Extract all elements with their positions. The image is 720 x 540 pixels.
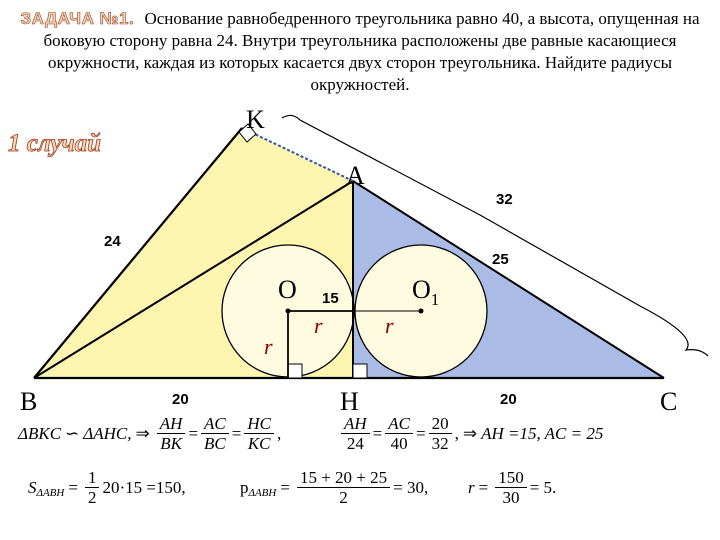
label-20-left: 20 bbox=[172, 391, 189, 408]
radius-value: = 5. bbox=[529, 477, 557, 497]
right-angle-h-left bbox=[288, 364, 302, 378]
numeric-ratio-row: $\frac{AH}{24}$ = $\frac{AC}{40}$ = $\frac{20}{32}$ , ⇒ AH =15, AC = 25 bbox=[338, 414, 603, 453]
perimeter-fraction: $\frac{15 + 20 + 25}{2}$ bbox=[297, 468, 390, 507]
area-value: 20·15 =150, bbox=[102, 477, 186, 497]
area-symbol: S bbox=[28, 477, 37, 497]
implies-arrow: ⇒ bbox=[135, 423, 150, 443]
label-o: O bbox=[278, 275, 297, 304]
perimeter-row: p ΔABH = $\frac{15 + 20 + 25}{2}$ = 30, bbox=[240, 468, 429, 507]
ratio-ac-bc: $\frac{AC}{BC}$ bbox=[201, 414, 229, 453]
label-25: 25 bbox=[492, 251, 509, 268]
radius-label-1: r bbox=[314, 313, 323, 338]
implies-arrow-2: ⇒ bbox=[462, 423, 478, 443]
ratio-ah-24: $\frac{AH}{24}$ bbox=[341, 414, 370, 453]
radius-fraction: $\frac{150}{30}$ bbox=[495, 468, 527, 507]
radius-label-2: r bbox=[385, 313, 394, 338]
semiperimeter-symbol: p bbox=[240, 477, 249, 497]
area-row: S ΔABH = $\frac{1}{2}$ 20·15 =150, bbox=[28, 468, 186, 507]
task-label: ЗАДАЧА №1. bbox=[20, 9, 135, 28]
label-k: K bbox=[246, 105, 265, 134]
similarity-row: ΔBKC ∽ ΔAHC, ⇒ $\frac{AH}{BK}$ = $\frac{AC}{BC}$ = $\frac{HC}{KC}$ , bbox=[18, 414, 282, 453]
problem-text: Основание равнобедренного треугольника равно 40, а высота, опущенная на боковую сторону равна 24. Внутри треугольника расположены две равные касающиеся окружности, каждая из которых касается двух сторон треугольника. Найдите радиусы окружностей. bbox=[43, 9, 700, 94]
label-h: H bbox=[340, 387, 359, 416]
radius-row: r = $\frac{150}{30}$ = 5. bbox=[468, 468, 557, 507]
triangle-ahc: ΔAHC, bbox=[83, 423, 132, 443]
ratio-20-32: $\frac{20}{32}$ bbox=[429, 414, 452, 453]
center-o bbox=[286, 309, 291, 314]
right-angle-h-right bbox=[353, 364, 367, 378]
label-20-right: 20 bbox=[500, 391, 517, 408]
label-c: C bbox=[660, 387, 678, 416]
label-24: 24 bbox=[104, 233, 121, 250]
label-a: A bbox=[346, 161, 365, 190]
result-ah-ac: AH =15, AC = 25 bbox=[481, 423, 604, 443]
similar-sign: ∽ bbox=[65, 423, 80, 443]
label-15: 15 bbox=[322, 290, 339, 307]
solution-formulas bbox=[0, 412, 720, 540]
triangle-bkc: ΔBKC bbox=[18, 423, 62, 443]
ratio-ah-bk: $\frac{AH}{BK}$ bbox=[157, 414, 186, 453]
half-fraction: $\frac{1}{2}$ bbox=[85, 468, 100, 507]
ratio-ac-40: $\frac{AC}{40}$ bbox=[385, 414, 413, 453]
label-32: 32 bbox=[496, 191, 513, 208]
case-title: 1 случай bbox=[8, 130, 101, 157]
radius-symbol: r bbox=[468, 477, 475, 497]
label-b: B bbox=[20, 387, 38, 416]
label-o1: $O_1$ bbox=[412, 275, 440, 309]
radius-label-3: r bbox=[264, 334, 273, 359]
ratio-hc-kc: $\frac{HC}{KC}$ bbox=[244, 414, 274, 453]
perimeter-value: = 30, bbox=[393, 477, 429, 497]
center-o1 bbox=[419, 309, 424, 314]
